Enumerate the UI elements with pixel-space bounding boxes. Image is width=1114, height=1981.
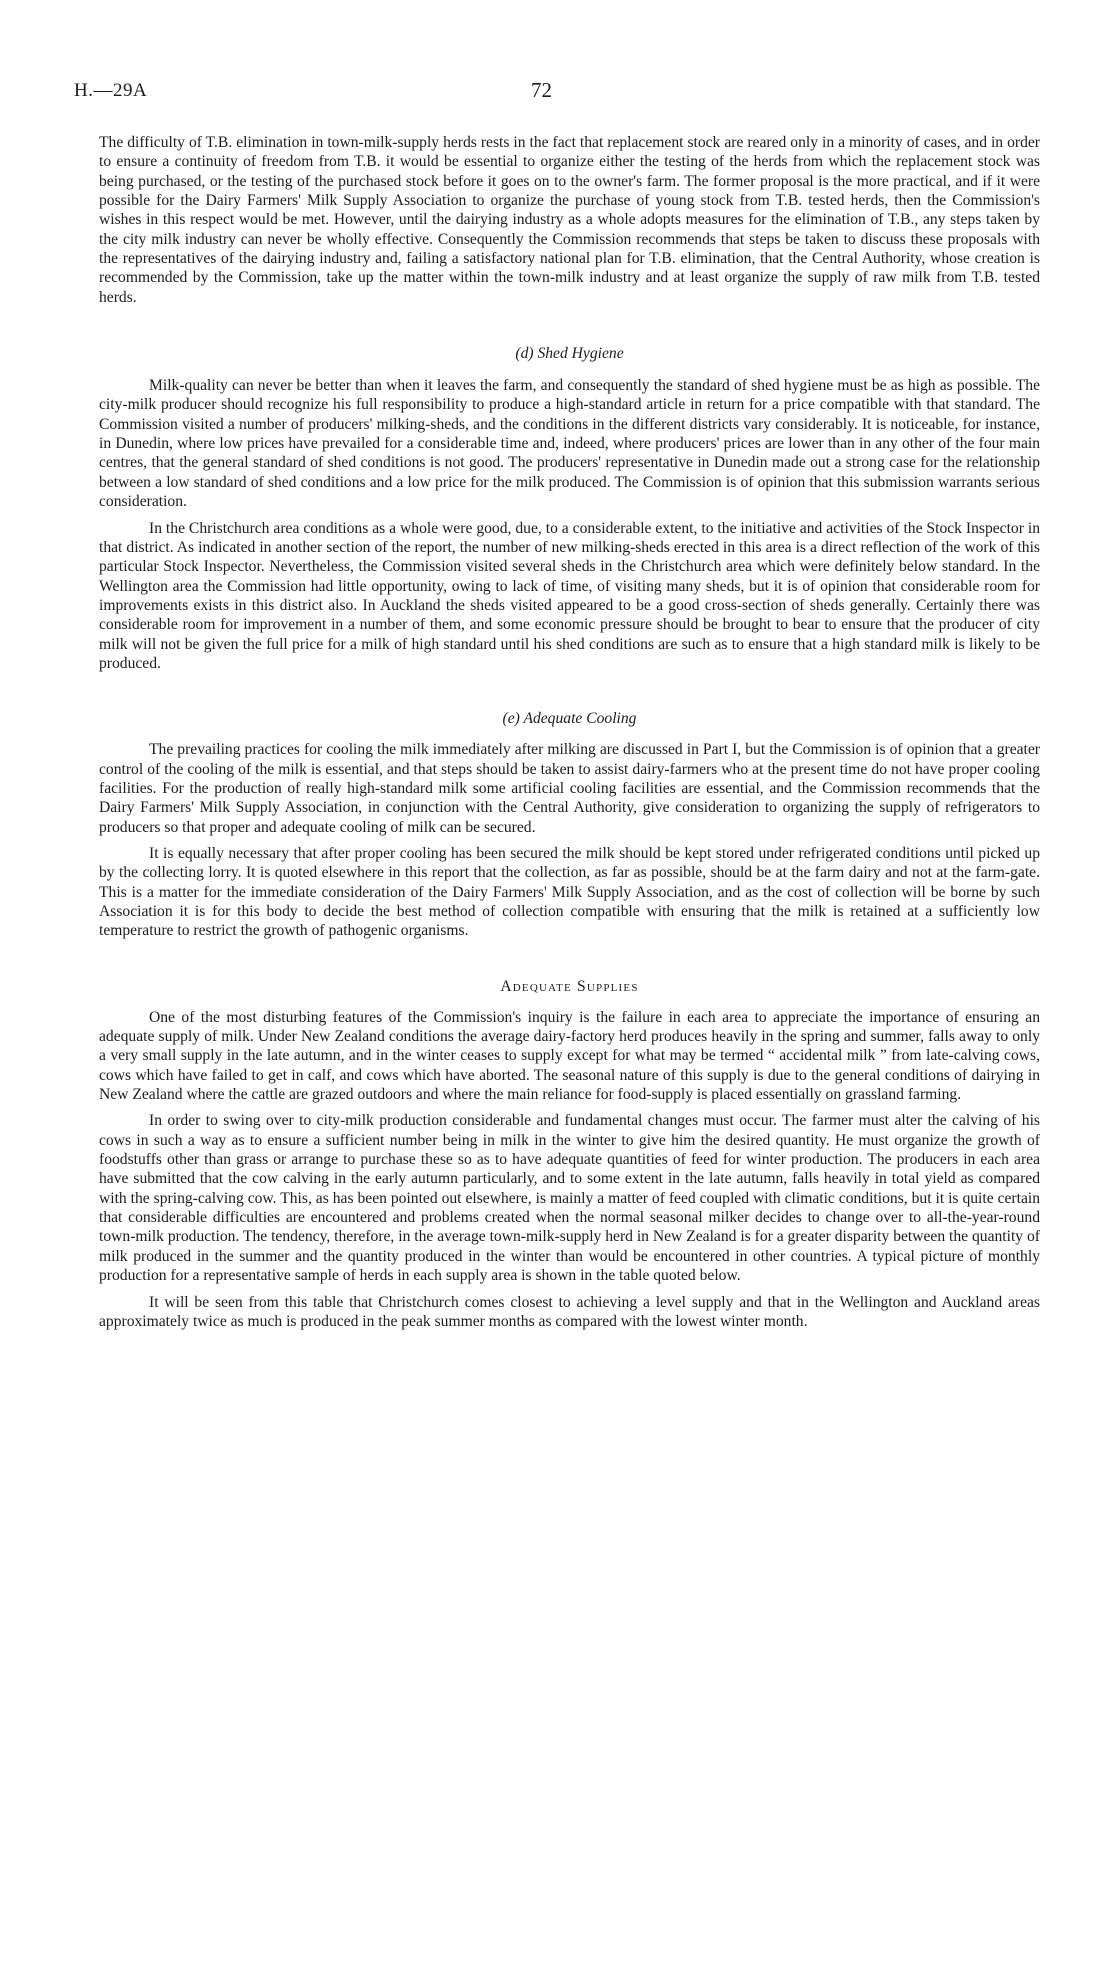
shed-hygiene-paragraph-1: Milk-quality can never be better than when it leaves the farm, and consequently the standard of shed hygiene must be as high as possible. The city-milk producer should recognize his full responsibility to produce a high-standard article in return for a price compatible with that standard. The Commission visited a number of producers' milking-sheds, and the conditions in the different districts vary considerably. It is noticeable, for instance, in Dunedin, where low prices have prevailed for a considerable time and, indeed, where producers' prices are lower than in any other of the four main centres, that the general standard of shed conditions is not good. The producers' representative in Dunedin made out a strong case for the relationship between a low standard of shed conditions and a low price for the milk produced. The Commission is of opinion that this submission warrants serious consideration. bbox=[99, 377, 1040, 511]
intro-paragraph: The difficulty of T.B. elimination in town-milk-supply herds rests in the fact that replacement stock are reared only in a minority of cases, and in order to ensure a continuity of freedom from T.B. it would be essential to organize either the testing of the herds from which the replacement stock was being purchased, or the testing of the purchased stock before it goes on to the owner's farm. The former proposal is the more practical, and if it were possible for the Dairy Farmers' Milk Supply Association to organize the purchase of young stock from T.B. tested herds, then the Commission's wishes in this respect would be met. However, until the dairying industry as a whole adopts measures for the elimination of T.B., any steps taken by the city milk industry can never be wholly effective. Consequently the Commission recommends that steps be taken to discuss these proposals with the representatives of the dairying industry and, failing a satisfactory national plan for T.B. elimination, that the Central Authority, whose creation is recommended by the Commission, take up the matter within the town-milk industry and at least organize the supply of raw milk from T.B. tested herds. bbox=[99, 134, 1040, 306]
document-reference: H.—29A bbox=[74, 80, 148, 101]
adequate-supplies-paragraph-2: In order to swing over to city-milk production considerable and fundamental changes must occur. The farmer must alter the calving of his cows in such a way as to ensure a sufficient number being in milk in the winter to give him the desired quantity. He must organize the growth of foodstuffs other than grass or arrange to purchase these so as to have adequate quantities of feed for winter production. The producers in each area have submitted that the cow calving in the early autumn particularly, and to some extent in the late autumn, falls heavily in total yield as compared with the spring-calving cow. This, as has been pointed out elsewhere, is mainly a matter of feed coupled with climatic conditions, but it is quite certain that considerable difficulties are encountered and problems created when the normal seasonal milker decides to change over to all-the-year-round town-milk production. The tendency, therefore, in the average town-milk-supply herd in New Zealand is for a greater disparity between the quantity of milk produced in the summer and the quantity produced in the winter than would be encountered in other countries. A typical picture of monthly production for a representative sample of herds in each supply area is shown in the table quoted below. bbox=[99, 1112, 1040, 1285]
adequate-supplies-paragraph-3: It will be seen from this table that Christchurch comes closest to achieving a level supply and that in the Wellington and Auckland areas approximately twice as much is produced in the peak summer months as compared with the lowest winter month. bbox=[99, 1293, 1040, 1330]
section-heading-adequate-cooling: (e) Adequate Cooling bbox=[502, 710, 637, 728]
adequate-supplies-paragraph-1: One of the most disturbing features of the Commission's inquiry is the failure in each area to appreciate the importance of ensuring an adequate supply of milk. Under New Zealand conditions the average dairy-factory herd produces heavily in the spring and summer, falls away to only a very small supply in the late autumn, and in the winter ceases to supply except for what may be termed “ accidental milk ” from late-calving cows, cows which have failed to get in calf, and cows which have aborted. The seasonal nature of this supply is due to the general conditions of dairying in New Zealand where the cattle are grazed outdoors and where the main reliance for food-supply is placed essentially on grassland farming. bbox=[99, 1008, 1040, 1104]
page-body bbox=[99, 133, 1040, 1331]
shed-hygiene-paragraph-2: In the Christchurch area conditions as a whole were good, due, to a considerable extent, to the initiative and activities of the Stock Inspector in that district. As indicated in another section of the report, the number of new milking-sheds erected in this area is a direct reflection of the work of this particular Stock Inspector. Nevertheless, the Commission visited several sheds in the Christchurch area which were definitely below standard. In the Wellington area the Commission had little opportunity, owing to lack of time, of visiting many sheds, but it is of opinion that considerable room for improvements exists in this district also. In Auckland the sheds visited appeared to be a good cross-section of sheds generally. Certainly there was considerable room for improvement in a number of them, and some economic pressure should be brought to bear to ensure that the producer of city milk will not be given the full price for a milk of high standard until his shed conditions are such as to ensure that a high standard milk is likely to be produced. bbox=[99, 519, 1040, 672]
section-heading-shed-hygiene: (d) Shed Hygiene bbox=[515, 345, 624, 363]
page-header bbox=[74, 80, 1040, 110]
section-heading-adequate-supplies: Adequate Supplies bbox=[500, 977, 639, 995]
page-number: 72 bbox=[531, 78, 552, 102]
adequate-cooling-paragraph-2: It is equally necessary that after proper cooling has been secured the milk should be kept stored under refrigerated conditions until picked up by the collecting lorry. It is quoted elsewhere in this report that the collection, as far as possible, should be at the farm dairy and not at the farm-gate. This is a matter for the immediate consideration of the Dairy Farmers' Milk Supply Association, and as the cost of collection will be borne by such Association it is for this body to decide the best method of collection compatible with ensuring that the milk is retained at a sufficiently low temperature to restrict the growth of pathogenic organisms. bbox=[99, 844, 1040, 940]
adequate-cooling-paragraph-1: The prevailing practices for cooling the milk immediately after milking are discussed in Part I, but the Commission is of opinion that a greater control of the cooling of the milk is essential, and that steps should be taken to assist dairy-farmers who at the present time do not have proper cooling facilities. For the production of really high-standard milk some artificial cooling facilities are essential, and the Commission recommends that the Dairy Farmers' Milk Supply Association, in conjunction with the Central Authority, give consideration to organizing the supply of refrigerators to producers so that proper and adequate cooling of milk can be secured. bbox=[99, 741, 1040, 836]
